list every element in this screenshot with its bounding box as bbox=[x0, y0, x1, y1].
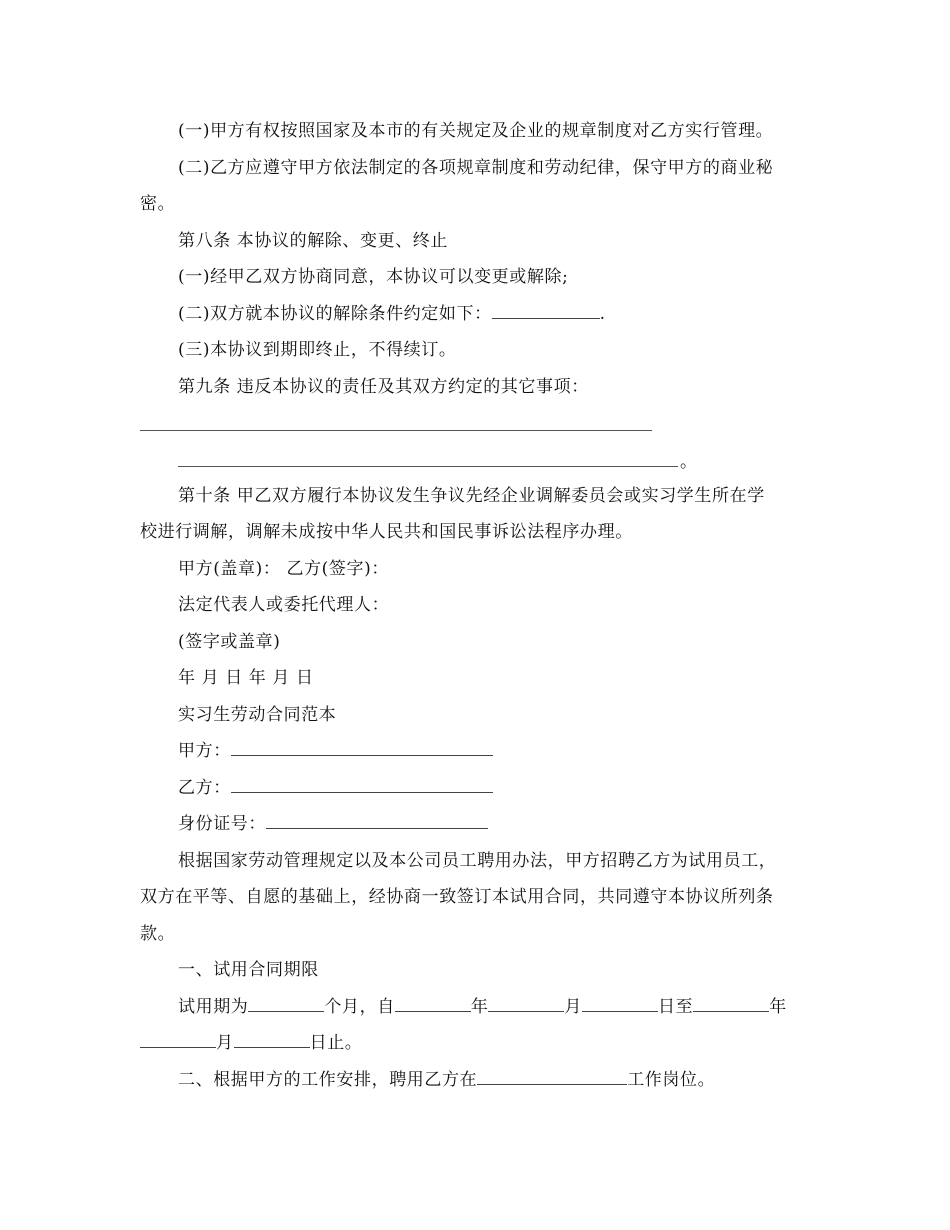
art7-item2-line1: (二)乙方应遵守甲方依法制定的各项规章制度和劳动纪律，保守甲方的商业秘 bbox=[178, 158, 774, 178]
art7-item1: (一)甲方有权按照国家及本市的有关规定及企业的规章制度对乙方实行管理。 bbox=[178, 121, 774, 141]
section2 bbox=[178, 1070, 715, 1090]
art9-blank-line-2 bbox=[178, 466, 678, 467]
id-number-label: 身份证号： bbox=[178, 814, 266, 834]
art7-item2-line2: 密。 bbox=[140, 194, 176, 214]
end-day-blank bbox=[234, 1033, 310, 1048]
party-b-field bbox=[178, 778, 493, 798]
party-b-blank bbox=[231, 778, 493, 793]
party-a-label: 甲方： bbox=[178, 741, 231, 761]
period-text-3: 年 bbox=[470, 997, 489, 1017]
intro-line1: 根据国家劳动管理规定以及本公司员工聘用办法，甲方招聘乙方为试用员工， bbox=[178, 851, 777, 871]
art8-item3: (三)本协议到期即终止，不得续订。 bbox=[178, 340, 457, 360]
party-a-field bbox=[178, 741, 493, 761]
termination-condition-blank bbox=[492, 304, 600, 319]
end-year-blank bbox=[693, 997, 769, 1012]
section1-title: 一、试用合同期限 bbox=[178, 960, 319, 980]
period-text-7: 月 bbox=[216, 1033, 234, 1053]
id-number-blank bbox=[266, 814, 488, 829]
period-text-4: 月 bbox=[564, 997, 583, 1017]
period-text-8: 日止。 bbox=[309, 1033, 363, 1053]
template-title: 实习生劳动合同范本 bbox=[178, 705, 337, 725]
job-position-blank bbox=[477, 1070, 627, 1085]
art8-title: 第八条 本协议的解除、变更、终止 bbox=[178, 231, 449, 251]
party-a-blank bbox=[231, 741, 493, 756]
signature-parties: 甲方(盖章)： 乙方(签字)： bbox=[178, 559, 389, 579]
art9-title: 第九条 违反本协议的责任及其双方约定的其它事项： bbox=[178, 377, 589, 397]
period-text-5: 日至 bbox=[658, 997, 694, 1017]
id-number-field bbox=[178, 814, 488, 834]
art10-line1: 第十条 甲乙双方履行本协议发生争议先经企业调解委员会或实习学生所在学 bbox=[178, 486, 765, 506]
art8-item1: (一)经甲乙双方协商同意，本协议可以变更或解除; bbox=[178, 267, 569, 287]
art8-item2-end: . bbox=[599, 304, 606, 324]
date-line: 年 月 日 年 月 日 bbox=[178, 668, 314, 688]
trial-period-line1 bbox=[178, 997, 787, 1017]
end-month-blank bbox=[140, 1033, 216, 1048]
period-text-1: 试用期为 bbox=[178, 997, 249, 1017]
intro-line3: 款。 bbox=[140, 924, 176, 944]
start-year-blank bbox=[395, 997, 471, 1012]
art8-item2 bbox=[178, 304, 606, 324]
section2-text-2: 工作岗位。 bbox=[627, 1070, 716, 1090]
trial-period-line2 bbox=[140, 1033, 362, 1053]
party-b-label: 乙方： bbox=[178, 778, 231, 798]
period-text-6: 年 bbox=[769, 997, 787, 1017]
legal-representative: 法定代表人或委托代理人： bbox=[178, 595, 390, 615]
art9-blank-line-1 bbox=[140, 430, 652, 431]
start-day-blank bbox=[582, 997, 658, 1012]
art9-end: 。 bbox=[680, 452, 698, 472]
art10-line2: 校进行调解，调解未成按中华人民共和国民事诉讼法程序办理。 bbox=[140, 522, 633, 542]
intro-line2: 双方在平等、自愿的基础上，经协商一致签订本试用合同，共同遵守本协议所列条 bbox=[140, 887, 774, 907]
sign-or-seal: (签字或盖章) bbox=[178, 632, 281, 652]
start-month-blank bbox=[488, 997, 564, 1012]
period-text-2: 个月，自 bbox=[324, 997, 395, 1017]
months-blank bbox=[248, 997, 324, 1012]
section2-text-1: 二、根据甲方的工作安排，聘用乙方在 bbox=[178, 1070, 478, 1090]
art8-item2-text: (二)双方就本协议的解除条件约定如下： bbox=[178, 304, 492, 324]
